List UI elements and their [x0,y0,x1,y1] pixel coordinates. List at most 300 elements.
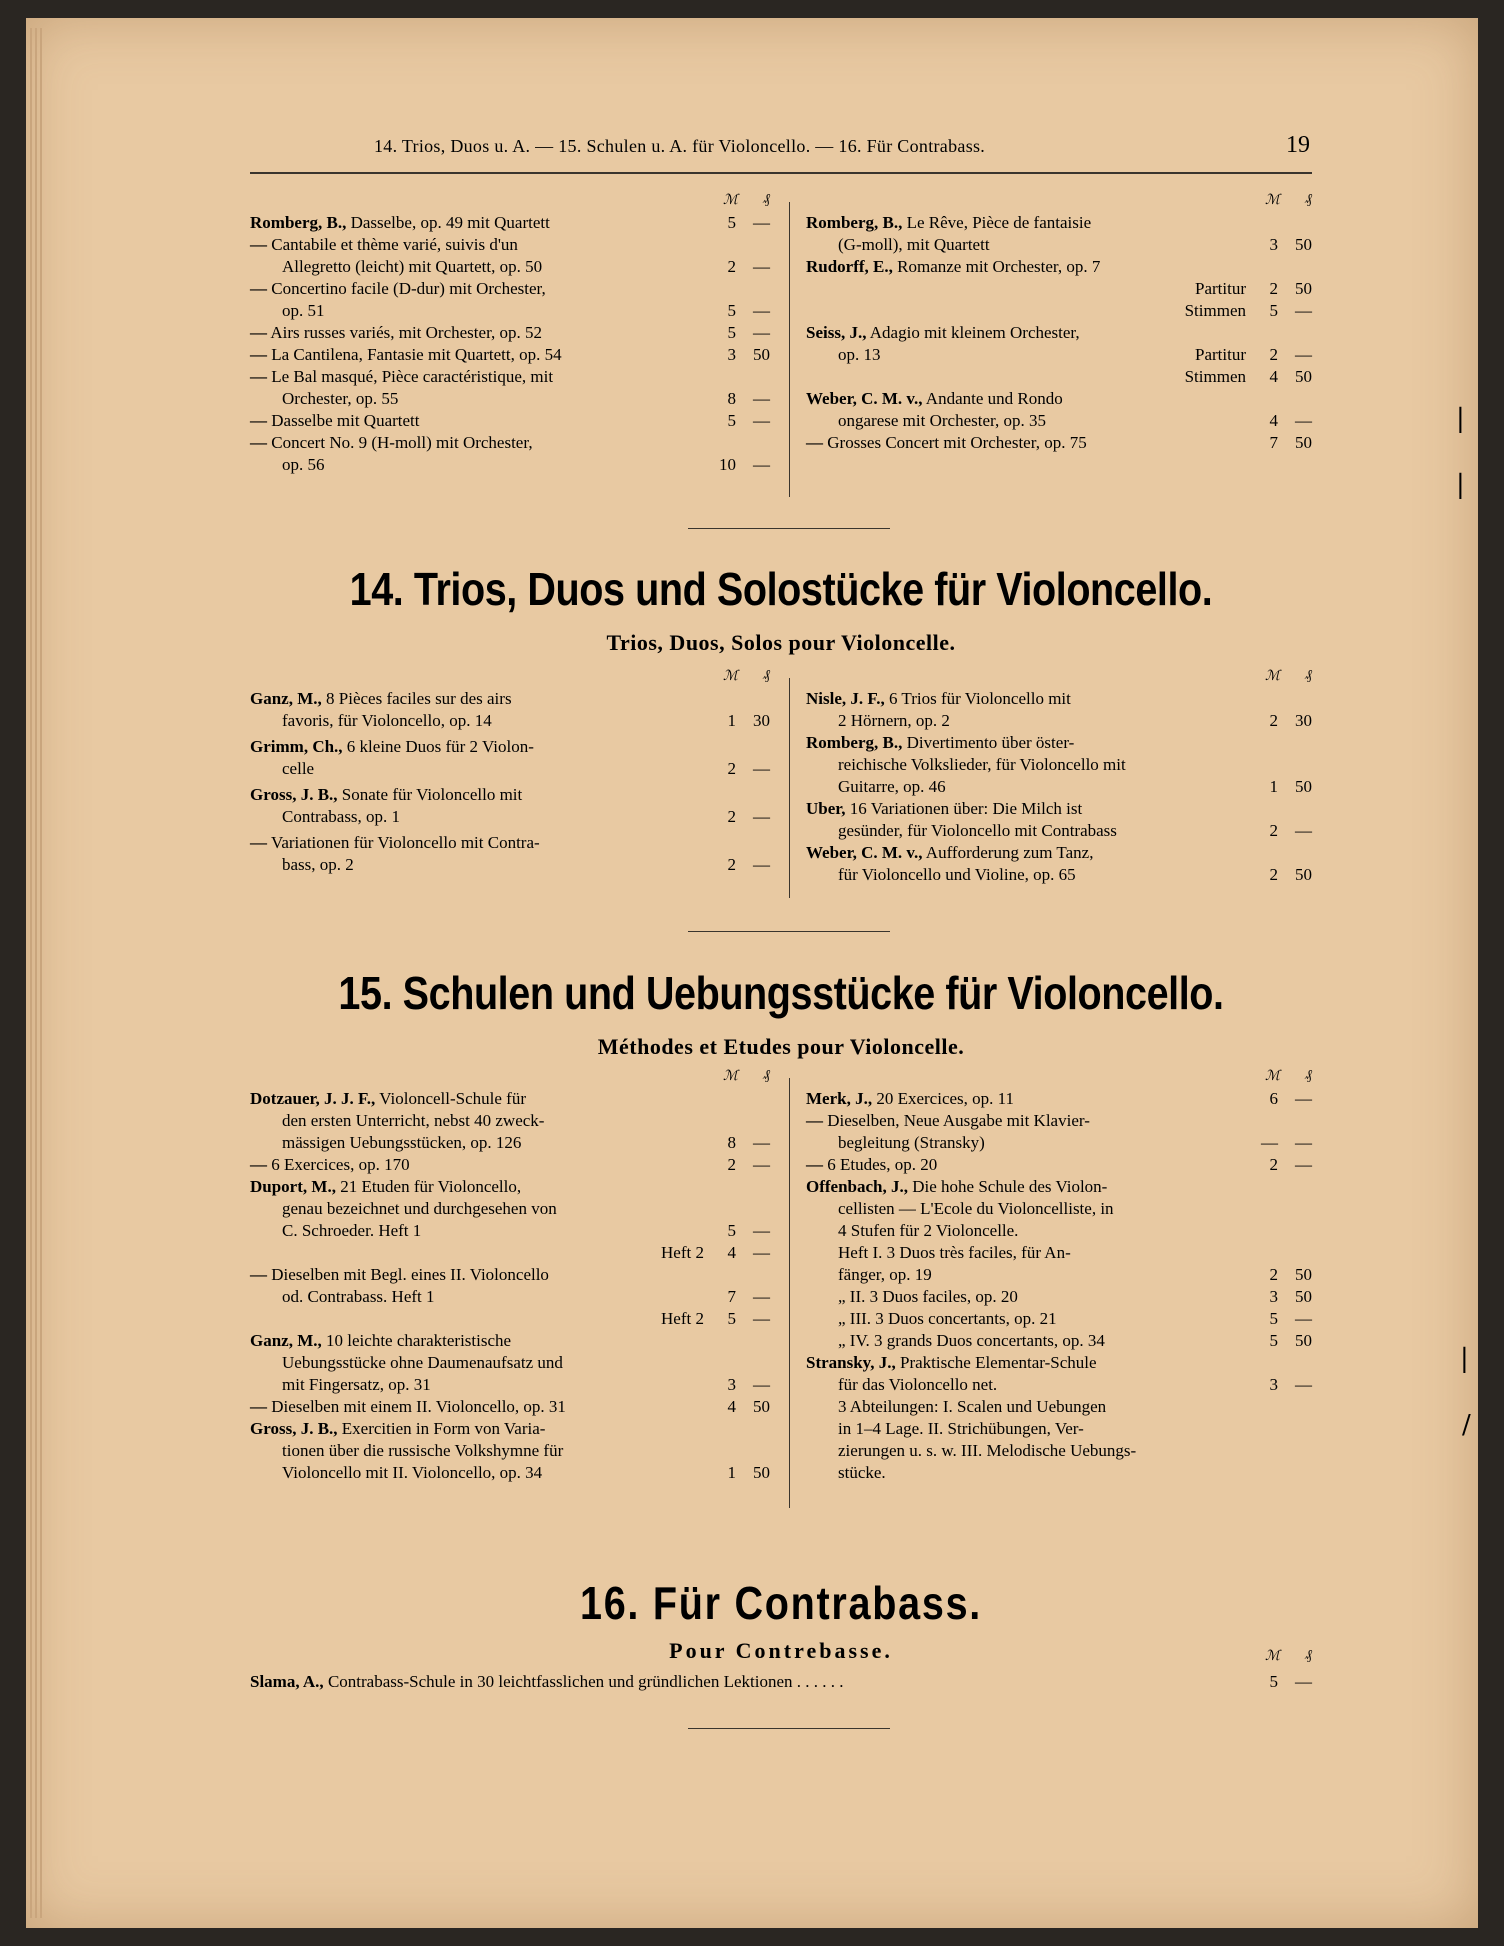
entry-text: Concert No. 9 (H-moll) mit Orchester, [271,433,533,452]
catalog-entry [250,1418,770,1484]
price-pfennig: — [1295,1375,1312,1394]
price-mark: 3 [727,1375,736,1394]
price-pfennig: — [753,389,770,408]
catalog-entry [806,798,1312,842]
catalog-entry [250,432,770,476]
price-mark: 4 [1269,367,1278,386]
price-pfennig: — [753,257,770,276]
entry-sub-label: Partitur [1195,279,1246,298]
entry-list [250,688,770,876]
entry-line [250,1264,704,1286]
catalog-entry [250,1396,770,1418]
entry-line [250,1330,704,1352]
price-pfennig: — [753,1221,770,1240]
catalog-entry [250,1330,770,1396]
price-pfennig: 50 [753,1397,770,1416]
entry-line [250,212,704,234]
entry-line [250,784,704,806]
entry-name: — [806,1111,823,1130]
section-16-subtitle: Pour Contrebasse. [669,1638,893,1663]
entry-text: Le Rêve, Pièce de fantaisie [906,213,1092,232]
catalog-entry [806,1308,1312,1330]
entry-text: Airs russes variés, mit Orchester, op. 52 [270,323,543,342]
price-pfennig: 30 [1295,711,1312,730]
pfennig-symbol: ₰ [1305,1648,1312,1663]
entry-name: Ganz, M., [250,689,322,708]
section-16-title: 16. Für Contrabass. [579,1577,982,1629]
price-mark: 2 [1269,1265,1278,1284]
entry-text: Dasselbe mit Quartett [271,411,420,430]
price-pfennig: — [753,411,770,430]
section-14-title: 14. Trios, Duos und Solostücke für Violoncello. [349,563,1213,615]
entry-line [250,1198,704,1220]
entry-line [806,688,1246,710]
price-mark: 5 [1269,301,1278,320]
mark-symbol: ℳ [723,1069,738,1084]
price-pfennig: — [753,855,770,874]
entry-text: stücke. [838,1463,886,1482]
currency-header [250,192,770,212]
margin-mark-icon: | [1456,470,1465,500]
entry-list [806,212,1312,454]
entry-line [250,388,704,410]
entry-line [250,1132,704,1154]
section-15-columns [250,1068,1312,1508]
catalog-entry [806,256,1312,278]
entry-line [806,1176,1246,1198]
entry-text: Praktische Elementar-Schule [900,1353,1097,1372]
price-mark: 3 [1269,235,1278,254]
catalog-entry [806,388,1312,432]
catalog-entry [250,1154,770,1176]
price-pfennig: — [753,1133,770,1152]
catalog-entry [806,212,1312,256]
entry-text: favoris, für Violoncello, op. 14 [282,711,492,730]
entry-text: Variationen für Violoncello mit Contra- [270,833,540,852]
price-pfennig: 50 [753,1463,770,1482]
top-right-column [806,192,1312,454]
price-pfennig: — [753,301,770,320]
entry-name: — [250,411,267,430]
price-mark: 2 [727,257,736,276]
entry-name: — [806,433,823,452]
entry-name: Ganz, M., [250,1331,322,1350]
entry-text: Le Bal masqué, Pièce caractéristique, mit [271,367,554,386]
price-pfennig: — [1295,345,1312,364]
entry-text: Exercitien in Form von Varia- [341,1419,546,1438]
entry-line [250,1396,704,1418]
entry-text: für Violoncello und Violine, op. 65 [838,865,1076,884]
entry-text: Cantabile et thème varié, suivis d'un [271,235,518,254]
entry-line [806,1154,1246,1176]
entry-line [806,754,1246,776]
entry-line [806,1308,1246,1330]
currency-header [250,668,770,688]
price-pfennig: — [1295,1089,1312,1108]
catalog-entry [250,784,770,828]
catalog-entry [250,688,770,732]
price-pfennig: 50 [1295,1287,1312,1306]
entry-text: bass, op. 2 [282,855,354,874]
entry-line [806,864,1246,886]
entry-name: Gross, J. B., [250,785,338,804]
entry-line [806,1264,1246,1286]
entry-text: „ IV. 3 grands Duos concertants, op. 34 [838,1331,1105,1350]
entry-text: 2 Hörnern, op. 2 [838,711,950,730]
mark-symbol: ℳ [723,193,738,208]
catalog-entry [806,1110,1312,1154]
margin-mark-icon: | [1460,1344,1469,1374]
entry-text: La Cantilena, Fantasie mit Quartett, op. 54 [271,345,562,364]
catalog-entry [806,1088,1312,1110]
currency-header [250,1648,1312,1668]
entry-line [250,806,704,828]
price-pfennig: 50 [1295,235,1312,254]
entry-line [250,432,704,454]
entry-list [250,1088,770,1484]
price-pfennig: — [753,1243,770,1262]
entry-line [250,1352,704,1374]
price-pfennig: — [1295,411,1312,430]
entry-text: Uebungsstücke ohne Daumenaufsatz und [282,1353,563,1372]
entry-text: den ersten Unterricht, nebst 40 zweck- [282,1111,545,1130]
price-mark: 5 [1269,1672,1278,1691]
pfennig-symbol: ₰ [1305,1068,1312,1083]
price-mark: 2 [727,1155,736,1174]
entry-name: — [250,1265,267,1284]
entry-name: Weber, C. M. v., [806,843,923,862]
entry-text: 10 leichte charakteristische [326,1331,512,1350]
entry-line [806,732,1246,754]
catalog-entry [806,1396,1312,1484]
currency-header [250,1068,770,1088]
entry-line [250,1440,704,1462]
entry-name: — [250,1155,267,1174]
pfennig-symbol: ₰ [1305,192,1312,207]
entry-line [806,432,1246,454]
price-mark: 2 [1269,865,1278,884]
entry-line [250,256,704,278]
entry-text: 16 Variationen über: Die Milch ist [849,799,1083,818]
entry-line [806,1418,1246,1440]
entry-text: Die hohe Schule des Violon- [912,1177,1108,1196]
entry-text: celle [282,759,315,778]
entry-text: 6 Etudes, op. 20 [827,1155,938,1174]
price-pfennig: — [753,1309,770,1328]
price-mark: 2 [1269,711,1278,730]
price-pfennig: 50 [1295,1265,1312,1284]
entry-sub-label: Stimmen [1184,301,1246,320]
catalog-entry [250,1308,770,1330]
entry-name: — [250,367,267,386]
catalog-entry [250,410,770,432]
entry-line [806,1330,1246,1352]
price-mark: 2 [1269,1155,1278,1174]
mark-symbol: ℳ [723,669,738,684]
entry-line [806,1374,1246,1396]
top-left-column [250,192,770,476]
entry-text: od. Contrabass. Heft 1 [282,1287,435,1306]
mark-symbol: ℳ [1265,1069,1280,1084]
price-mark: 2 [727,807,736,826]
mark-symbol: ℳ [1265,193,1280,208]
catalog-entry [806,366,1312,388]
price-mark: 1 [727,1463,736,1482]
page-edge [40,28,42,1918]
catalog-entry [806,1330,1312,1352]
entry-name: Romberg, B., [806,213,903,232]
entry-name: — [250,345,267,364]
entry-list [250,212,770,476]
entry-text: zierungen u. s. w. III. Melodische Uebungs- [838,1441,1137,1460]
entry-text: reichische Volkslieder, für Violoncello mit [838,755,1126,774]
entry-line [250,1088,704,1110]
section-separator [688,528,890,529]
section-16-entry [250,1672,1312,1696]
catalog-entry [250,322,770,344]
price-mark: 5 [727,301,736,320]
entry-text: tionen über die russische Volkshymne für [282,1441,564,1460]
catalog-entry [806,1242,1312,1286]
price-mark: 7 [1269,433,1278,452]
entry-line [806,1462,1246,1484]
entry-text: Guitarre, op. 46 [838,777,946,796]
entry-line [806,842,1246,864]
page-edge [30,28,32,1918]
price-pfennig: — [753,455,770,474]
entry-text: Adagio mit kleinem Orchester, [869,323,1080,342]
price-pfennig: 50 [1295,279,1312,298]
running-title: 14. Trios, Duos u. A. — 15. Schulen u. A. für Violoncello. — 16. Für Contrabass. [374,136,986,156]
price-mark: 5 [1269,1309,1278,1328]
catalog-entry [806,842,1312,886]
entry-text: cellisten — L'Ecole du Violoncelliste, in [838,1199,1114,1218]
entry-list [806,688,1312,886]
entry-list [806,1088,1312,1484]
section-14-right-column [806,668,1312,886]
entry-text: Grosses Concert mit Orchester, op. 75 [827,433,1087,452]
entry-line [806,1198,1246,1220]
section-15-right-column [806,1068,1312,1484]
catalog-entry [806,300,1312,322]
entry-text: 4 Stufen für 2 Violoncelle. [838,1221,1019,1240]
entry-text: op. 51 [282,301,325,320]
entry-text: Contrabass-Schule in 30 leichtfasslichen und gründlichen Lektionen . . . . . . [327,1672,844,1691]
price-pfennig: 50 [1295,777,1312,796]
entry-line [250,366,704,388]
entry-text: 21 Etuden für Violoncello, [340,1177,522,1196]
section-14-subtitle: Trios, Duos, Solos pour Violoncelle. [606,630,956,655]
price-pfennig: — [753,1375,770,1394]
catalog-entry [250,736,770,780]
entry-text: Aufforderung zum Tanz, [925,843,1094,862]
price-mark: 4 [727,1243,736,1262]
entry-name: Nisle, J. F., [806,689,885,708]
entry-name: Offenbach, J., [806,1177,908,1196]
price-pfennig: — [1295,1155,1312,1174]
entry-line [250,322,704,344]
price-mark: 4 [1269,411,1278,430]
entry-text: Heft I. 3 Duos très faciles, für An- [838,1243,1071,1262]
price-pfennig: — [1295,301,1312,320]
price-mark: 2 [727,855,736,874]
entry-line [250,854,704,876]
entry-line [250,1154,704,1176]
entry-line [806,1352,1246,1374]
entry-text: 6 Trios für Violoncello mit [888,689,1071,708]
entry-line [250,1176,704,1198]
price-mark: 5 [727,323,736,342]
entry-sub-label: Heft 2 [661,1243,704,1262]
price-pfennig: — [1295,1672,1312,1691]
mark-symbol: ℳ [1265,669,1280,684]
pfennig-symbol: ₰ [763,1068,770,1083]
catalog-entry [806,1176,1312,1242]
price-pfennig: — [753,1155,770,1174]
entry-name: Romberg, B., [250,213,347,232]
catalog-entry [806,688,1312,732]
entry-name: — [250,433,267,452]
entry-text: Allegretto (leicht) mit Quartett, op. 50 [282,257,543,276]
catalog-entry [250,1264,770,1308]
entry-line [250,410,704,432]
entry-text: Dieselben, Neue Ausgabe mit Klavier- [827,1111,1090,1130]
entry-text: 3 Abteilungen: I. Scalen und Uebungen [838,1397,1107,1416]
entry-line [806,234,1246,256]
entry-text: (G-moll), mit Quartett [838,235,990,254]
entry-text: op. 13 [838,345,881,364]
entry-name: Romberg, B., [806,733,903,752]
price-mark: 2 [1269,821,1278,840]
entry-line [806,1440,1246,1462]
catalog-entry [250,1242,770,1264]
entry-name: Grimm, Ch., [250,737,343,756]
entry-line [250,344,704,366]
entry-line [806,212,1246,234]
entry-text: in 1–4 Lage. II. Strichübungen, Ver- [838,1419,1084,1438]
section-14-columns [250,668,1312,898]
entry-text: Concertino facile (D-dur) mit Orchester, [271,279,546,298]
section-14-left-column [250,668,770,880]
entry-line [250,1418,704,1440]
entry-line [806,1088,1246,1110]
entry-text: 8 Pièces faciles sur des airs [326,689,512,708]
catalog-entry [250,212,770,234]
entry-line [250,832,704,854]
price-mark: 5 [727,1221,736,1240]
catalog-entry [250,1176,770,1242]
entry-text: mässigen Uebungsstücken, op. 126 [282,1133,522,1152]
catalog-entry [806,1352,1312,1396]
column-divider [789,202,790,497]
entry-name: Uber, [806,799,846,818]
entry-name: Merk, J., [806,1089,873,1108]
pfennig-symbol: ₰ [763,668,770,683]
entry-name: Dotzauer, J. J. F., [250,1089,376,1108]
entry-text: Divertimento über öster- [906,733,1075,752]
catalog-entry [806,1286,1312,1308]
price-mark: 6 [1269,1089,1278,1108]
pfennig-symbol: ₰ [1305,668,1312,683]
price-pfennig: 50 [1295,865,1312,884]
entry-text: Dieselben mit einem II. Violoncello, op. 31 [271,1397,566,1416]
section-separator [688,1728,890,1729]
price-pfennig: — [753,1287,770,1306]
entry-name: Rudorff, E., [806,257,893,276]
mark-symbol: ℳ [1265,1649,1280,1664]
price-pfennig: — [753,759,770,778]
catalog-entry [250,1088,770,1154]
entry-line [250,278,704,300]
price-pfennig: — [1295,1133,1312,1152]
entry-text: 6 kleine Duos für 2 Violon- [346,737,534,756]
price-pfennig: 50 [753,345,770,364]
price-pfennig: 30 [753,711,770,730]
entry-name: Gross, J. B., [250,1419,338,1438]
catalog-entry [806,344,1312,366]
entry-line [806,256,1246,278]
column-divider [789,1078,790,1508]
price-mark: 8 [727,389,736,408]
entry-text: C. Schroeder. Heft 1 [282,1221,422,1240]
price-mark: 3 [727,345,736,364]
page-edge [35,28,37,1918]
entry-line [250,1462,704,1484]
section-15-subtitle: Méthodes et Etudes pour Violoncelle. [597,1034,965,1059]
column-divider [789,678,790,898]
catalog-entry [250,344,770,366]
entry-text: „ III. 3 Duos concertants, op. 21 [838,1309,1057,1328]
entry-line [806,776,1246,798]
entry-name: Duport, M., [250,1177,336,1196]
catalog-entry [806,432,1312,454]
entry-text: Violoncell-Schule für [379,1089,526,1108]
entry-line [806,798,1246,820]
catalog-entry [250,278,770,322]
entry-name: — [250,323,267,342]
entry-text: Orchester, op. 55 [282,389,399,408]
section-15-left-column [250,1068,770,1484]
price-mark: 5 [1269,1331,1278,1350]
price-pfennig: — [753,213,770,232]
catalog-entry [250,234,770,278]
price-pfennig: — [1295,821,1312,840]
entry-text: „ II. 3 Duos faciles, op. 20 [838,1287,1018,1306]
entry-line [250,688,704,710]
entry-line [250,1110,704,1132]
currency-header [806,668,1312,688]
entry-text: genau bezeichnet und durchgesehen von [282,1199,557,1218]
entry-sub-label: Partitur [1195,345,1246,364]
entry-text: Andante und Rondo [925,389,1063,408]
entry-line [250,454,704,476]
pfennig-symbol: ₰ [763,192,770,207]
section-15-title: 15. Schulen und Uebungsstücke für Violoncello. [338,967,1224,1019]
price-pfennig: 50 [1295,1331,1312,1350]
entry-line [250,710,704,732]
entry-line [806,322,1246,344]
entry-line [806,1242,1246,1264]
catalog-entry [250,832,770,876]
price-mark: 5 [727,411,736,430]
entry-line [250,234,704,256]
entry-sub-label: Stimmen [1184,367,1246,386]
page-number: 19 [1286,132,1310,158]
price-pfennig: — [753,807,770,826]
entry-line [806,710,1246,732]
entry-text: fänger, op. 19 [838,1265,932,1284]
entry-text: 20 Exercices, op. 11 [876,1089,1015,1108]
